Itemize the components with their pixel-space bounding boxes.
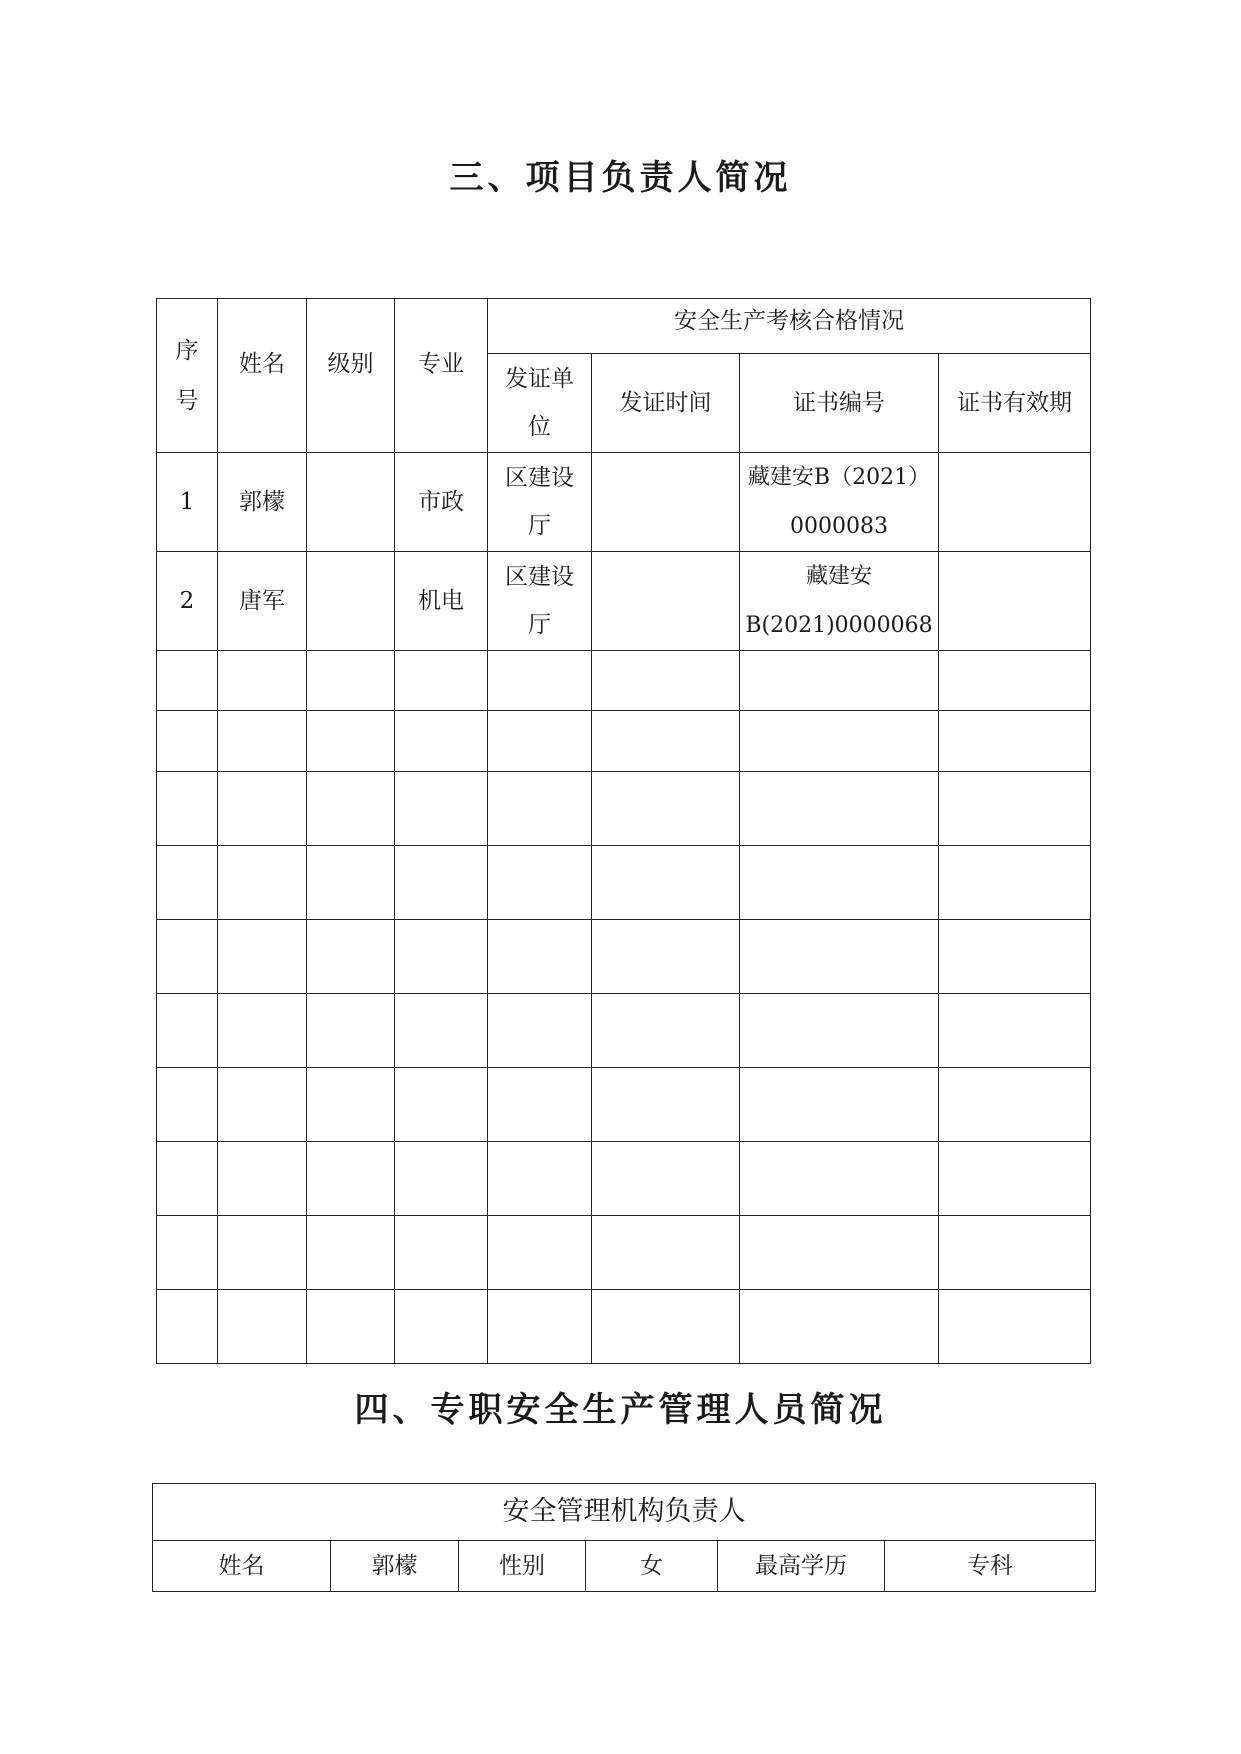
- cell-seq: 2: [157, 552, 218, 651]
- cell-name: 唐军: [218, 552, 307, 651]
- empty-row: [157, 920, 1091, 994]
- cell-major: 机电: [395, 552, 488, 651]
- table-row: [157, 453, 1091, 552]
- label-education: 最高学历: [718, 1541, 885, 1592]
- value-gender: 女: [586, 1541, 718, 1592]
- table-caption: 安全管理机构负责人: [153, 1484, 1096, 1541]
- header-row-1: [157, 299, 1091, 354]
- section4-title: 四、专职安全生产管理人员简况: [354, 1390, 887, 1430]
- section3-title: 三、项目负责人简况: [449, 158, 792, 198]
- cell-issuer: 区建设 厅: [488, 453, 592, 552]
- header-cert-no: 证书编号: [740, 354, 939, 453]
- caption-row: [153, 1484, 1096, 1541]
- safety-manager-table: [152, 1483, 1096, 1592]
- header-level: 级别: [307, 299, 395, 453]
- header-group: 安全生产考核合格情况: [488, 299, 1091, 354]
- project-leader-table: [156, 298, 1091, 1364]
- cell-cert-no: 藏建安B（2021） 0000083: [740, 453, 939, 552]
- empty-row: [157, 711, 1091, 772]
- table-row: [157, 552, 1091, 651]
- empty-row: [157, 1142, 1091, 1216]
- label-name: 姓名: [153, 1541, 331, 1592]
- cell-issue-date: [592, 552, 740, 651]
- info-row: [153, 1541, 1096, 1592]
- cell-major: 市政: [395, 453, 488, 552]
- value-name: 郭檬: [331, 1541, 459, 1592]
- cell-issuer: 区建设 厅: [488, 552, 592, 651]
- cell-validity: [939, 453, 1091, 552]
- empty-row: [157, 651, 1091, 711]
- cell-issue-date: [592, 453, 740, 552]
- cell-seq: 1: [157, 453, 218, 552]
- empty-row: [157, 1068, 1091, 1142]
- cell-name: 郭檬: [218, 453, 307, 552]
- empty-row: [157, 846, 1091, 920]
- header-name: 姓名: [218, 299, 307, 453]
- empty-row: [157, 772, 1091, 846]
- cell-level: [307, 552, 395, 651]
- header-validity: 证书有效期: [939, 354, 1091, 453]
- empty-row: [157, 994, 1091, 1068]
- header-major: 专业: [395, 299, 488, 453]
- label-gender: 性别: [459, 1541, 586, 1592]
- value-education: 专科: [885, 1541, 1096, 1592]
- header-seq: 序 号: [157, 299, 218, 453]
- header-issuer: 发证单 位: [488, 354, 592, 453]
- empty-row: [157, 1216, 1091, 1290]
- cell-level: [307, 453, 395, 552]
- cell-validity: [939, 552, 1091, 651]
- header-issue-date: 发证时间: [592, 354, 740, 453]
- empty-row: [157, 1290, 1091, 1364]
- cell-cert-no: 藏建安 B(2021)0000068: [740, 552, 939, 651]
